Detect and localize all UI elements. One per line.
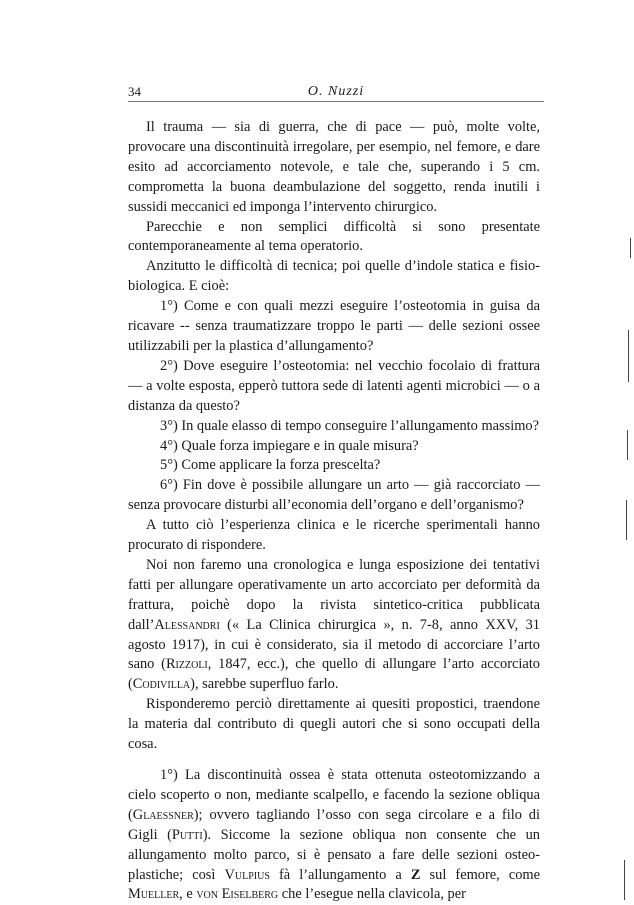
- scan-edge-mark: [624, 860, 625, 900]
- text-run: (« La Clinica chirurgica », n. 7-8, anno XXV, 31 agosto 1917), in cui è considerato, sia il metodo di accorciare l’arto sano (: [128, 616, 540, 673]
- z-letter: Z: [410, 866, 421, 883]
- scan-edge-mark: [627, 430, 628, 460]
- text-run: Anzitutto le difficoltà di tecnica; poi quelle d’indole statica e fisio-biologica. E cioè:: [128, 258, 540, 295]
- author-name: Mueller: [128, 886, 180, 903]
- paragraph-p3: [128, 257, 540, 297]
- text-run: ), sarebbe superfluo farlo.: [190, 676, 339, 693]
- text-run: , e: [179, 886, 197, 903]
- paragraph-p9: [128, 476, 540, 516]
- paragraph-p6: [128, 417, 540, 437]
- author-name: Rizzoli: [165, 656, 208, 673]
- page-number: 34: [128, 84, 141, 99]
- text-run: 1°) Come e con quali mezzi eseguire l’osteotomia in guisa da ricavare -- senza traumatizzare troppo le parti — delle sezioni ossee utilizzabili per la plastica d’allungamento?: [128, 298, 540, 354]
- body-text: [128, 118, 540, 905]
- text-run: Parecchie e non semplici difficoltà si sono presentate contemporaneamente al tema operatorio.: [128, 218, 540, 255]
- text-run: Noi non faremo una cronologica e lunga esposizione dei tentativi fatti per allungare operativamente un arto accorciato per deformità da frattura, poichè dopo la rivista sintetico-critica pubblicata dall’: [128, 556, 540, 633]
- author-name: Putti: [171, 826, 203, 843]
- text-run: 4°) Quale forza impiegare e in quale misura?: [160, 437, 419, 454]
- text-run: ); ovvero tagliando l’osso con sega circolare e a filo di Gigli (: [128, 806, 540, 843]
- author-name: Alessandri: [154, 616, 220, 633]
- paragraph-p5: [128, 357, 540, 417]
- paragraph-p4: [128, 297, 540, 357]
- text-run: Risponderemo perciò direttamente ai quesiti propostici, traendone la materia dal contributo di quegli autori che si sono occupati della cosa.: [128, 696, 540, 753]
- author-name: Codivilla: [132, 676, 191, 693]
- paragraph-p7: [128, 437, 540, 457]
- scan-edge-mark: [630, 238, 631, 258]
- text-run: fà l’allungamento a: [269, 866, 411, 883]
- paragraph-p13: [128, 766, 540, 905]
- paragraph-p2: [128, 218, 540, 258]
- text-run: che l’esegue nella clavicola, per: [278, 886, 466, 903]
- scan-edge-mark: [626, 500, 627, 540]
- text-run: 3°) In quale elasso di tempo conseguire l’allungamento massimo?: [160, 417, 540, 434]
- scan-edge-mark: [628, 330, 629, 382]
- paragraph-p12: [128, 695, 540, 755]
- text-run: sul femore, come: [420, 866, 541, 883]
- text-run: 6°) Fin dove è possibile allungare un arto — già raccorciato — senza provocare disturbi all’economia dell’organo e dell’organismo?: [128, 477, 540, 514]
- paragraph-p1: [128, 118, 540, 218]
- text-run: , 1847, ecc.), che quello di allungare l’arto accorciato (: [128, 656, 540, 693]
- header-rule: [128, 101, 544, 102]
- author-name: von Eiselberg: [196, 886, 279, 903]
- running-title: O. Nuzzi: [307, 84, 365, 99]
- paragraph-p10: [128, 516, 540, 556]
- author-name: Vulpius: [224, 866, 270, 883]
- paragraph-p11: [128, 556, 540, 695]
- paragraph-p8: [128, 456, 540, 476]
- text-run: 5°) Come applicare la forza prescelta?: [160, 457, 381, 474]
- author-name: Glaessner: [132, 806, 194, 823]
- text-run: 1°) La discontinuità ossea è stata ottenuta osteotomizzando a cielo scoperto o non, mediante scalpello, e facendo la sezione obliqua (: [128, 767, 540, 823]
- page-header: [128, 84, 544, 102]
- text-run: 2°) Dove eseguire l’osteotomia: nel vecchio focolaio di frattura — a volte esposta, epperò tuttora sede di latenti agenti microbici — o a distanza da questo?: [128, 357, 540, 414]
- text-run: Il trauma — sia di guerra, che di pace — può, molte volte, provocare una discontinuità irregolare, per esempio, nel femore, e dare esito ad accorciamento notevole, e tale che, superando i 5 cm. comprometta la buona deambulazione del soggetto, renda inutili i sussidi meccanici ed imponga l’intervento chirurgico.: [128, 119, 540, 215]
- text-run: A tutto ciò l’esperienza clinica e le ricerche sperimentali hanno procurato di rispondere.: [128, 517, 540, 554]
- text-run: ). Siccome la sezione obliqua non consente che un allungamento molto parco, si è pensato a fare delle sezioni osteo-plastiche; così: [128, 826, 540, 883]
